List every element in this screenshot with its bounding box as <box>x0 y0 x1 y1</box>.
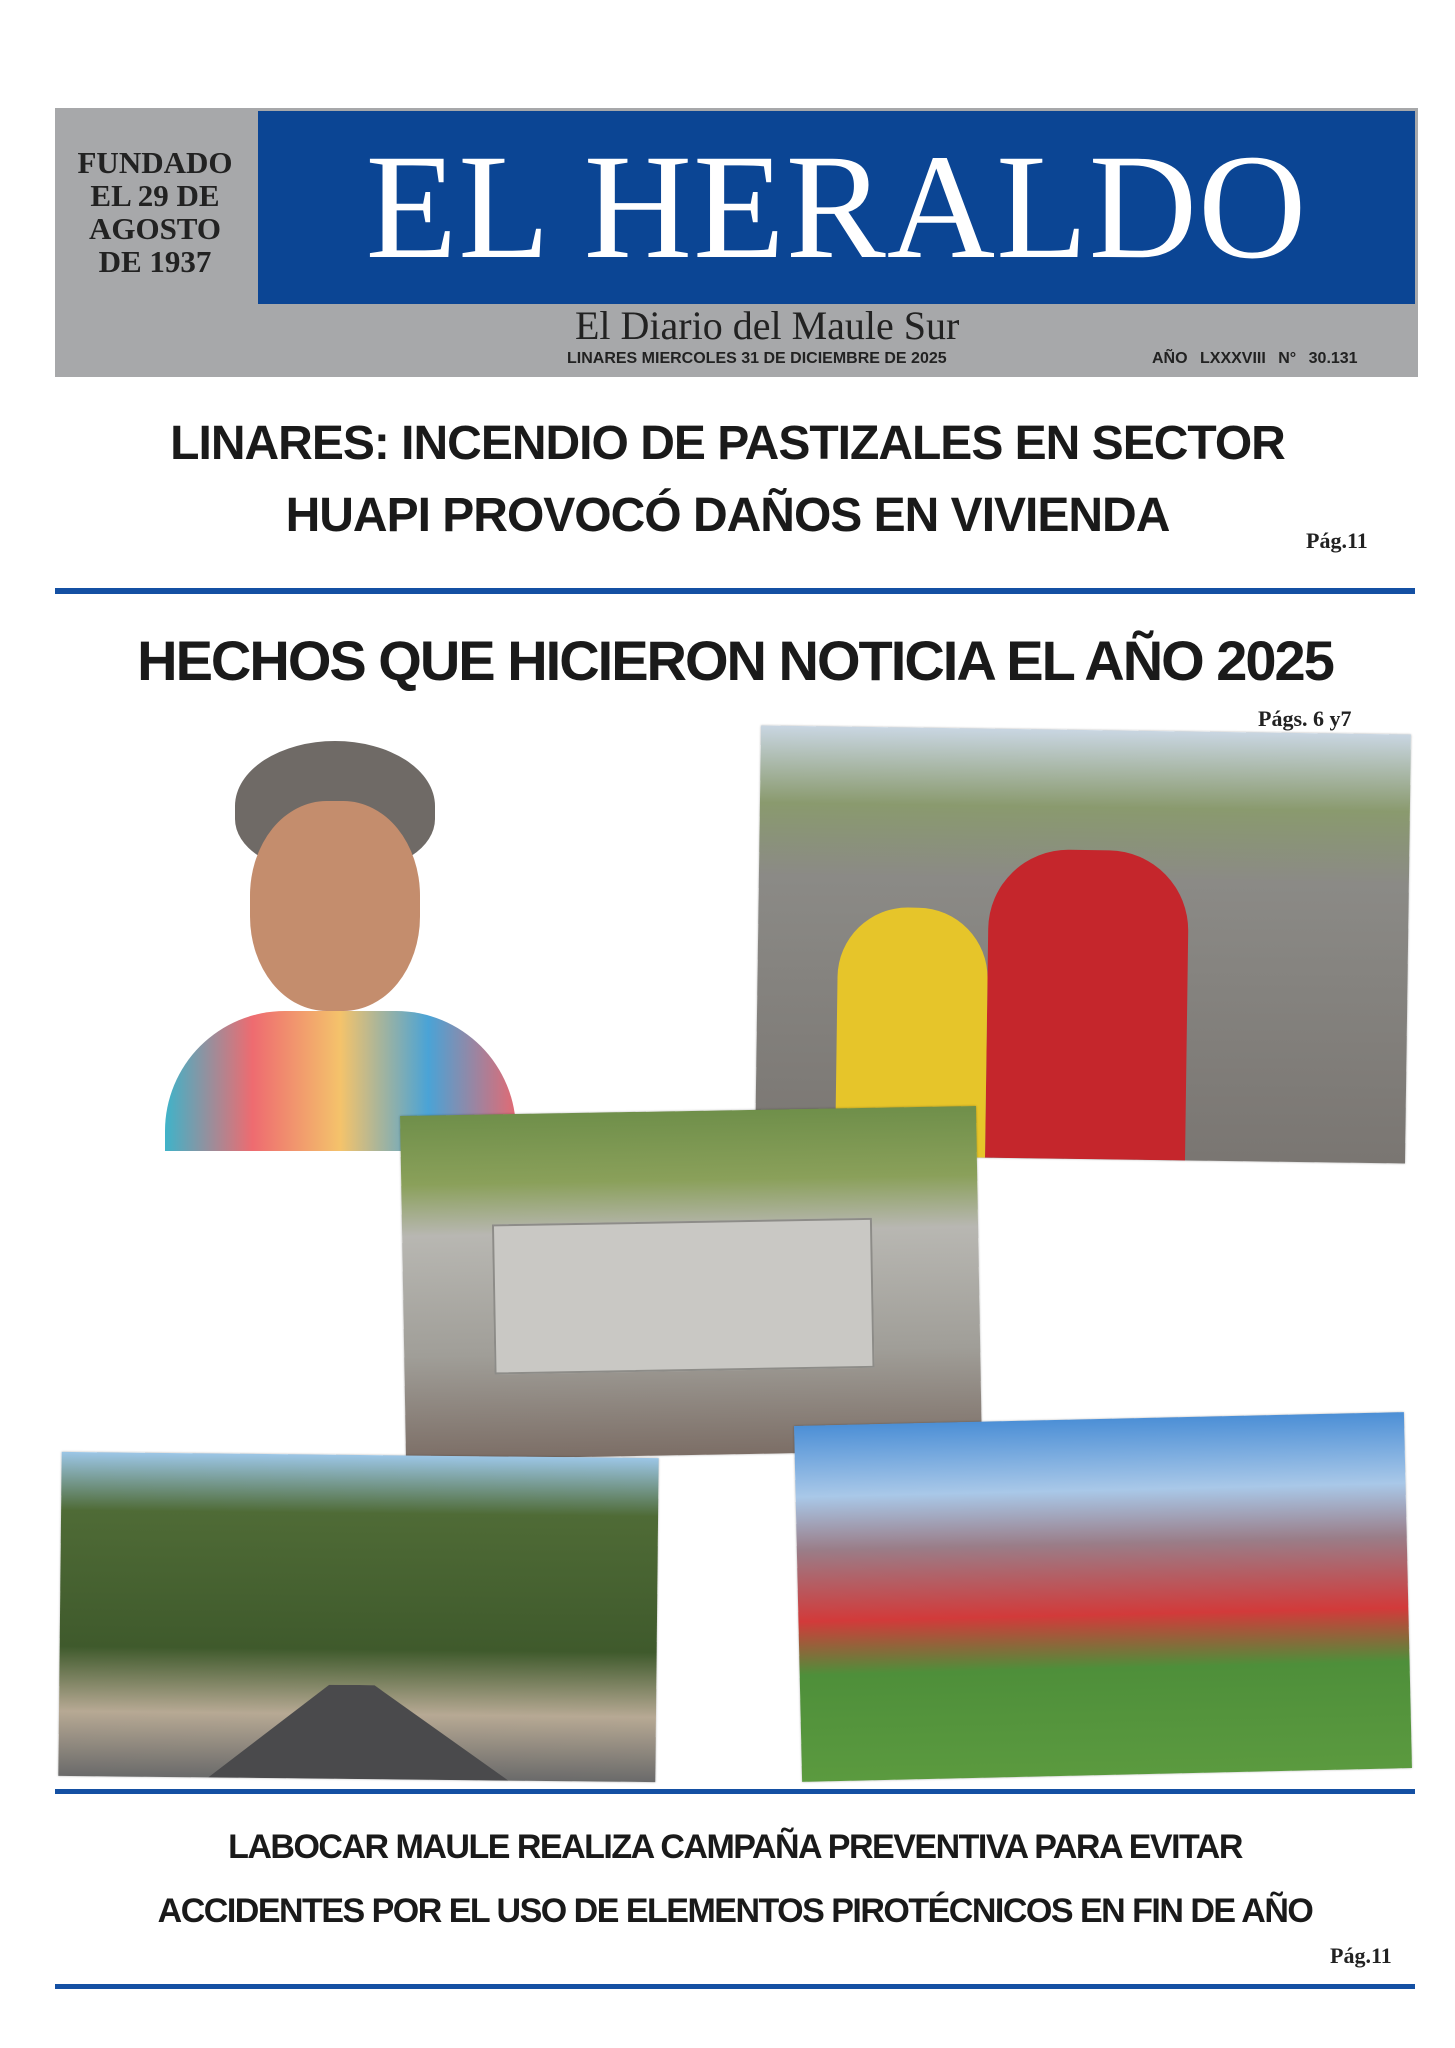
newspaper-subtitle: El Diario del Maule Sur <box>575 303 960 348</box>
page-ref[interactable]: Pág.11 <box>1306 528 1368 553</box>
headline-line: HUAPI PROVOCÓ DAÑOS EN VIVIENDA <box>285 489 1170 542</box>
photo-hospital-construction[interactable] <box>400 1106 982 1460</box>
founded-line: FUNDADO <box>77 145 233 180</box>
headline-line: ACCIDENTES POR EL USO DE ELEMENTOS PIROTÉCNICOS EN FIN DE AÑO <box>157 1892 1313 1930</box>
issue-number: AÑO LXXXVIII N° 30.131 <box>1152 350 1358 367</box>
founded-line: DE 1937 <box>98 244 212 279</box>
photo-football-team[interactable] <box>794 1412 1412 1782</box>
founded-line: EL 29 DE <box>90 178 220 213</box>
page-ref[interactable]: Págs. 6 y7 <box>1258 706 1352 731</box>
page-ref[interactable]: Pág.11 <box>1330 1943 1392 1968</box>
headline-line: LINARES: INCENDIO DE PASTIZALES EN SECTOR <box>170 417 1285 470</box>
photo-road[interactable] <box>58 1452 658 1782</box>
newspaper-title: EL HERALDO <box>365 124 1308 290</box>
headline-labocar[interactable] <box>55 1815 1415 1943</box>
headline-incendio[interactable] <box>100 408 1355 552</box>
headline-hechos[interactable]: HECHOS QUE HICIERON NOTICIA EL AÑO 2025 <box>137 629 1333 692</box>
founded-line: AGOSTO <box>88 211 222 246</box>
masthead <box>55 108 1418 377</box>
divider <box>55 588 1415 594</box>
photo-woman-portrait[interactable] <box>165 741 516 1151</box>
dateline: LINARES MIERCOLES 31 DE DICIEMBRE DE 2025 <box>567 350 947 367</box>
divider <box>55 1789 1415 1794</box>
founded-note <box>65 146 245 278</box>
divider <box>55 1984 1415 1989</box>
title-box <box>258 111 1415 304</box>
photo-press-conference[interactable] <box>755 725 1411 1163</box>
headline-line: LABOCAR MAULE REALIZA CAMPAÑA PREVENTIVA PARA EVITAR <box>228 1828 1242 1866</box>
